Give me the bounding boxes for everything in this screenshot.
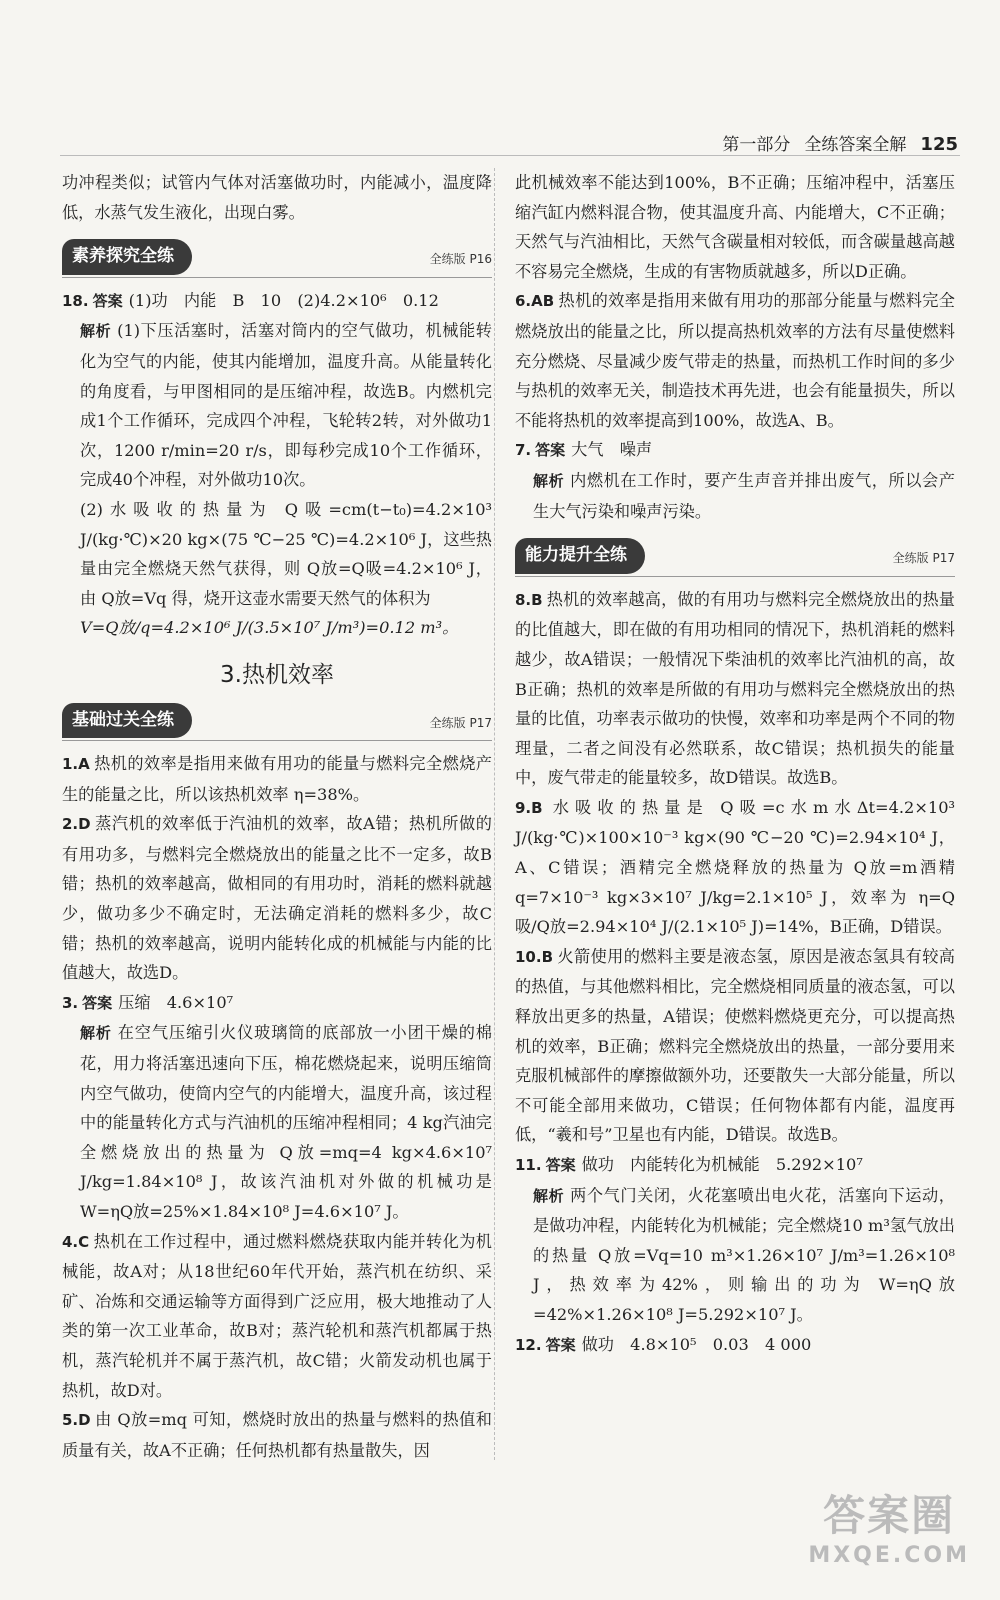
q3-answer [62, 988, 492, 1019]
q9 [515, 793, 955, 942]
q2-text: 蒸汽机的效率低于汽油机的效率，故A错；热机所做的有用功多，与燃料完全燃烧放出的能量之比不一定多，故B错；热机的效率越高，做相同的有用功时，消耗的燃料就越少，做功多少不确定时，无法确定消耗的燃料多少，故C错；热机的效率越高，说明内能转化成的机械能与内能的比值越大，故选D。 [62, 814, 492, 983]
right-column [515, 168, 955, 1360]
banner-ref: 全练版 P16 [429, 252, 492, 267]
section-banner-basic [62, 703, 492, 742]
answer-tag: 答案 [545, 1335, 576, 1354]
q9-text: 水吸收的热量是 Q吸=c水m水Δt=4.2×10³ J/(kg·℃)×100×10⁻³ kg×(90 ℃−20 ℃)=2.94×10⁴ J，A、C错误；酒精完全燃烧释放的热量为 Q放=m酒精q=7×10⁻³ kg×3×10⁷ J/kg=2.1×10⁵ J，效率为 η=Q吸/Q放=2.94×10⁴ J/(2.1×10⁵ J)=14%，B正确，D错误。 [515, 797, 955, 937]
answer-tag: 答案 [545, 1156, 576, 1174]
q5-continued: 此机械效率不能达到100%，B不正确；压缩冲程中，活塞压缩汽缸内燃料混合物，使其温度升高、内能增大，C不正确；天然气与汽油相比，天然气含碳量相对较低，而含碳量越高越不容易完全燃烧，生成的有害物质就越多，所以D正确。 [515, 173, 955, 281]
q2-number: 2.D [62, 815, 91, 834]
q12-number: 12. [515, 1335, 542, 1354]
banner-ref: 全练版 P17 [429, 715, 492, 730]
page-number: 125 [920, 134, 958, 155]
q11-explanation [515, 1181, 955, 1330]
q18-answer-text: (1)功 内能 B 10 (2)4.2×10⁶ 0.12 [128, 290, 439, 310]
q3-number: 3. [62, 993, 79, 1012]
watermark-logo [808, 1483, 970, 1568]
answer-tag: 答案 [92, 291, 123, 310]
banner-ref: 全练版 P17 [892, 551, 955, 566]
q1 [62, 749, 492, 809]
q10-number: 10.B [515, 947, 554, 966]
explanation-tag: 解析 [533, 471, 565, 490]
q6-number: 6.AB [515, 292, 555, 311]
q10 [515, 942, 955, 1150]
q10-text: 火箭使用的燃料主要是液态氢，原因是液态氢具有较高的热值，与其他燃料相比，完全燃烧相同质量的液态氢，可以释放出更多的热量，A错误；使燃料燃烧更充分，可以提高热机的效率，B正确；燃料完全燃烧放出的热量，一部分要用来克服机械部件的摩擦做额外功，还要散失一大部分能量，所以不可能全部用来做功，C错误；任何物体都有内能，温度再低，“羲和号”卫星也有内能，D错误。故选B。 [515, 946, 955, 1145]
watermark-text: 答案圈 [823, 1491, 956, 1540]
q3-exp-text: 在空气压缩引火仪玻璃筒的底部放一小团干燥的棉花，用力将活塞迅速向下压，棉花燃烧起来，说明压缩筒内空气做功，使筒内空气的内能增大，温度升高，该过程中的能量转化方式与汽油机的压缩冲程相同；4 kg汽油完全燃烧放出的热量为 Q放=mq=4 kg×4.6×10⁷ J/kg=1.84×10⁸ J，故该汽油机对外做的机械功是 W=ηQ放=25%×1.84×10⁸ J=4.6×10⁷ J。 [80, 1023, 492, 1221]
q3-explanation [62, 1018, 492, 1226]
q7-number: 7. [515, 441, 532, 460]
explanation-tag: 解析 [80, 322, 112, 341]
q6-text: 热机的效率是指用来做有用功的那部分能量与燃料完全燃烧放出的能量之比，所以提高热机效率的方法有尽量使燃料充分燃烧、尽量减少废气带走的热量，而热机工作时间的多少与热机的效率无关，制造技术再先进，也会有能量损失，所以不能将热机的效率提高到100%，故选A、B。 [515, 291, 955, 430]
q18-number: 18. [62, 291, 89, 310]
q11-exp-text: 两个气门关闭，火花塞喷出电火花，活塞向下运动，是做功冲程，内能转化为机械能；完全燃烧10 m³氢气放出的热量 Q放=Vq=10 m³×1.26×10⁷ J/m³=1.26×10⁸ J，热效率为42%，则输出的功为 W=ηQ放=42%×1.26×10⁸ J=5.292×10⁷ J。 [533, 1185, 955, 1324]
q7-exp-text: 内燃机在工作时，要产生声音并排出废气，所以会产生大气污染和噪声污染。 [533, 470, 955, 521]
section-banner-literacy [62, 239, 492, 278]
q4 [62, 1227, 492, 1406]
explanation-tag: 解析 [80, 1024, 112, 1043]
section-banner-advanced [515, 538, 955, 577]
q7-answer [515, 435, 955, 466]
q8-number: 8.B [515, 590, 543, 609]
q4-number: 4.C [62, 1232, 90, 1251]
q8 [515, 585, 955, 793]
page-header [722, 130, 958, 155]
q18-explanation-2: (2)水吸收的热量为 Q吸=cm(t−t₀)=4.2×10³ J/(kg·℃)×20 kg×(75 ℃−25 ℃)=4.2×10⁶ J，这些热量由完全燃烧天然气获得，则 Q放=Q吸=4.2×10⁶ J，由 Q放=Vq 得，烧开这壶水需要天然气的体积为 [80, 499, 492, 608]
q5-number: 5.D [62, 1411, 91, 1430]
header-title: 全练答案全解 [804, 135, 907, 155]
header-part: 第一部分 [722, 135, 791, 155]
header-rule [60, 155, 960, 156]
q6 [515, 286, 955, 435]
q11-number: 11. [515, 1156, 542, 1174]
banner-label: 基础过关全练 [62, 703, 192, 739]
q2 [62, 809, 492, 988]
q11-answer-text: 做功 内能转化为机械能 5.292×10⁷ [581, 1155, 863, 1174]
answer-tag: 答案 [535, 441, 566, 460]
banner-label: 素养探究全练 [62, 239, 192, 275]
q11-answer [515, 1150, 955, 1181]
q18-formula: V=Q放/q=4.2×10⁶ J/(3.5×10⁷ J/m³)=0.12 m³。 [80, 618, 459, 638]
q5-text: 由 Q放=mq 可知，燃烧时放出的热量与燃料的热值和质量有关，故A不正确；任何热机都有热量散失，因 [62, 1410, 492, 1460]
q4-text: 热机在工作过程中，通过燃料燃烧获取内能并转化为机械能，故A对；从18世纪60年代开始，蒸汽机在纺织、采矿、冶炼和交通运输等方面得到广泛应用，极大地推动了人类的第一次工业革命，故B对；蒸汽轮机和蒸汽机都属于热机，蒸汽轮机并不属于蒸汽机，故C错；火箭发动机也属于热机，故D对。 [62, 1231, 492, 1400]
q9-number: 9.B [515, 798, 543, 817]
q18-answer [62, 286, 492, 317]
banner-label: 能力提升全练 [515, 538, 645, 574]
q5 [62, 1405, 492, 1465]
column-divider [494, 168, 495, 1460]
q7-explanation [515, 466, 955, 526]
q1-text: 热机的效率是指用来做有用功的能量与燃料完全燃烧产生的能量之比，所以该热机效率 η=38%。 [62, 754, 492, 804]
q3-answer-text: 压缩 4.6×10⁷ [118, 992, 234, 1012]
left-column [62, 168, 492, 1465]
explanation-tag: 解析 [533, 1186, 565, 1205]
watermark-url: MXQE.COM [808, 1543, 970, 1568]
q8-text: 热机的效率越高，做的有用功与燃料完全燃烧放出的热量的比值越大，即在做的有用功相同的情况下，热机消耗的燃料越少，故A错误；一般情况下柴油机的效率比汽油机的高，故B正确；热机的效率是所做的有用功与燃料完全燃烧放出的热量的比值，功率表示做功的快慢，效率和功率是两个不同的物理量，二者之间没有必然联系，故C错误；热机损失的能量中，废气带走的能量较多，故D错误。故选B。 [515, 589, 955, 788]
q18-explanation-1 [62, 316, 492, 495]
q12-answer-text: 做功 4.8×10⁵ 0.03 4 000 [581, 1334, 812, 1354]
answer-tag: 答案 [82, 993, 113, 1012]
q1-number: 1.A [62, 755, 90, 774]
section-title: 3.热机效率 [220, 661, 334, 688]
q7-answer-text: 大气 噪声 [571, 440, 653, 460]
q12-answer [515, 1330, 955, 1361]
q18-exp1-text: (1)下压活塞时，活塞对筒内的空气做功，机械能转化为空气的内能，使其内能增加，温度升高。从能量转化的角度看，与甲图相同的是压缩冲程，故选B。内燃机完成1个工作循环，完成四个冲程，飞轮转2转，对外做功1次，1200 r/min=20 r/s，即每秒完成10个工作循环，完成40个冲程，对外做功10次。 [80, 321, 492, 490]
intro-paragraph: 功冲程类似；试管内气体对活塞做功时，内能减小，温度降低，水蒸气发生液化，出现白雾。 [62, 173, 492, 222]
